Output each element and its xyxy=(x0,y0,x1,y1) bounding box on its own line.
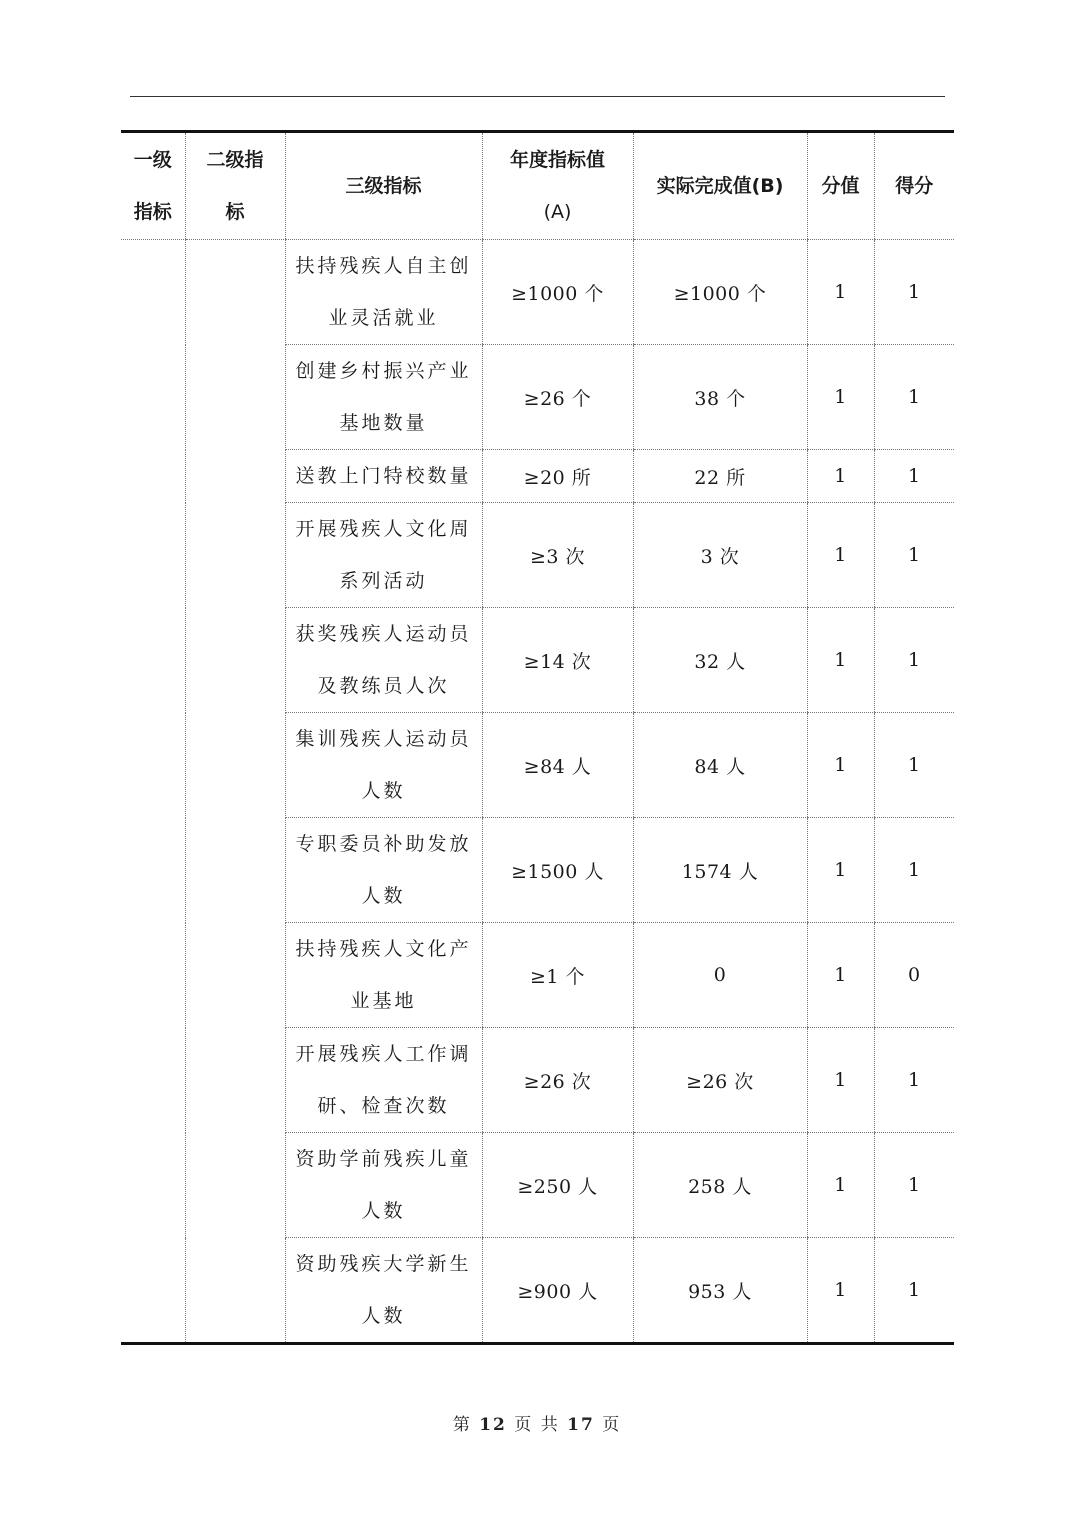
indicator-name: 资助学前残疾儿童人数 xyxy=(285,1133,482,1238)
score-value: 1 xyxy=(874,818,954,923)
annual-target-value: ≥20 所 xyxy=(482,450,633,503)
weight-value: 1 xyxy=(807,713,874,818)
weight-value: 1 xyxy=(807,503,874,608)
weight-value: 1 xyxy=(807,608,874,713)
performance-indicator-table xyxy=(121,130,954,1345)
header-annual-target-line2: (A) xyxy=(543,201,572,223)
indicator-name: 集训残疾人运动员人数 xyxy=(285,713,482,818)
header-level2-line2: 标 xyxy=(225,201,245,223)
header-annual-target-line1: 年度指标值 xyxy=(509,149,605,171)
weight-value: 1 xyxy=(807,818,874,923)
level2-cell xyxy=(185,240,285,1344)
annual-target-value: ≥1000 个 xyxy=(482,240,633,345)
header-score: 得分 xyxy=(874,132,954,240)
actual-value: 3 次 xyxy=(633,503,807,608)
actual-value: 84 人 xyxy=(633,713,807,818)
indicator-name: 获奖残疾人运动员及教练员人次 xyxy=(285,608,482,713)
annual-target-value: ≥250 人 xyxy=(482,1133,633,1238)
header-level2-line1: 二级指 xyxy=(206,149,264,171)
score-value: 1 xyxy=(874,503,954,608)
weight-value: 1 xyxy=(807,450,874,503)
indicator-name: 创建乡村振兴产业基地数量 xyxy=(285,345,482,450)
score-value: 1 xyxy=(874,345,954,450)
indicator-name: 开展残疾人工作调研、检查次数 xyxy=(285,1028,482,1133)
actual-value: 258 人 xyxy=(633,1133,807,1238)
header-annual-target xyxy=(482,132,633,240)
annual-target-value: ≥1500 人 xyxy=(482,818,633,923)
indicator-name: 专职委员补助发放人数 xyxy=(285,818,482,923)
score-value: 1 xyxy=(874,240,954,345)
score-value: 1 xyxy=(874,450,954,503)
footer-suffix: 页 xyxy=(602,1415,622,1435)
header-level1 xyxy=(121,132,185,240)
actual-value: 22 所 xyxy=(633,450,807,503)
score-value: 1 xyxy=(874,1238,954,1344)
header-level1-line2: 指标 xyxy=(133,201,172,223)
footer-current-page: 12 xyxy=(479,1415,507,1435)
indicator-name: 资助残疾大学新生人数 xyxy=(285,1238,482,1344)
annual-target-value: ≥26 次 xyxy=(482,1028,633,1133)
actual-value: 0 xyxy=(633,923,807,1028)
actual-value: 38 个 xyxy=(633,345,807,450)
annual-target-value: ≥84 人 xyxy=(482,713,633,818)
indicator-name: 开展残疾人文化周系列活动 xyxy=(285,503,482,608)
table-row xyxy=(121,240,954,345)
header-score-value: 分值 xyxy=(807,132,874,240)
footer-prefix: 第 xyxy=(452,1415,472,1435)
weight-value: 1 xyxy=(807,1238,874,1344)
weight-value: 1 xyxy=(807,1028,874,1133)
score-value: 1 xyxy=(874,1133,954,1238)
page-footer xyxy=(0,1410,1074,1435)
annual-target-value: ≥26 个 xyxy=(482,345,633,450)
footer-total-pages: 17 xyxy=(567,1415,595,1435)
actual-value: ≥26 次 xyxy=(633,1028,807,1133)
level1-cell xyxy=(121,240,185,1344)
actual-value: 953 人 xyxy=(633,1238,807,1344)
header-actual: 实际完成值(B) xyxy=(633,132,807,240)
annual-target-value: ≥900 人 xyxy=(482,1238,633,1344)
header-level1-line1: 一级 xyxy=(133,149,172,171)
header-rule xyxy=(130,96,945,97)
footer-middle: 页 共 xyxy=(514,1415,560,1435)
score-value: 0 xyxy=(874,923,954,1028)
score-value: 1 xyxy=(874,608,954,713)
indicator-name: 送教上门特校数量 xyxy=(285,450,482,503)
weight-value: 1 xyxy=(807,1133,874,1238)
indicator-name: 扶持残疾人自主创业灵活就业 xyxy=(285,240,482,345)
actual-value: ≥1000 个 xyxy=(633,240,807,345)
table-header-row xyxy=(121,132,954,240)
indicator-name: 扶持残疾人文化产业基地 xyxy=(285,923,482,1028)
annual-target-value: ≥14 次 xyxy=(482,608,633,713)
annual-target-value: ≥1 个 xyxy=(482,923,633,1028)
weight-value: 1 xyxy=(807,923,874,1028)
score-value: 1 xyxy=(874,1028,954,1133)
score-value: 1 xyxy=(874,713,954,818)
actual-value: 1574 人 xyxy=(633,818,807,923)
actual-value: 32 人 xyxy=(633,608,807,713)
header-level3: 三级指标 xyxy=(285,132,482,240)
weight-value: 1 xyxy=(807,345,874,450)
weight-value: 1 xyxy=(807,240,874,345)
header-level2 xyxy=(185,132,285,240)
annual-target-value: ≥3 次 xyxy=(482,503,633,608)
